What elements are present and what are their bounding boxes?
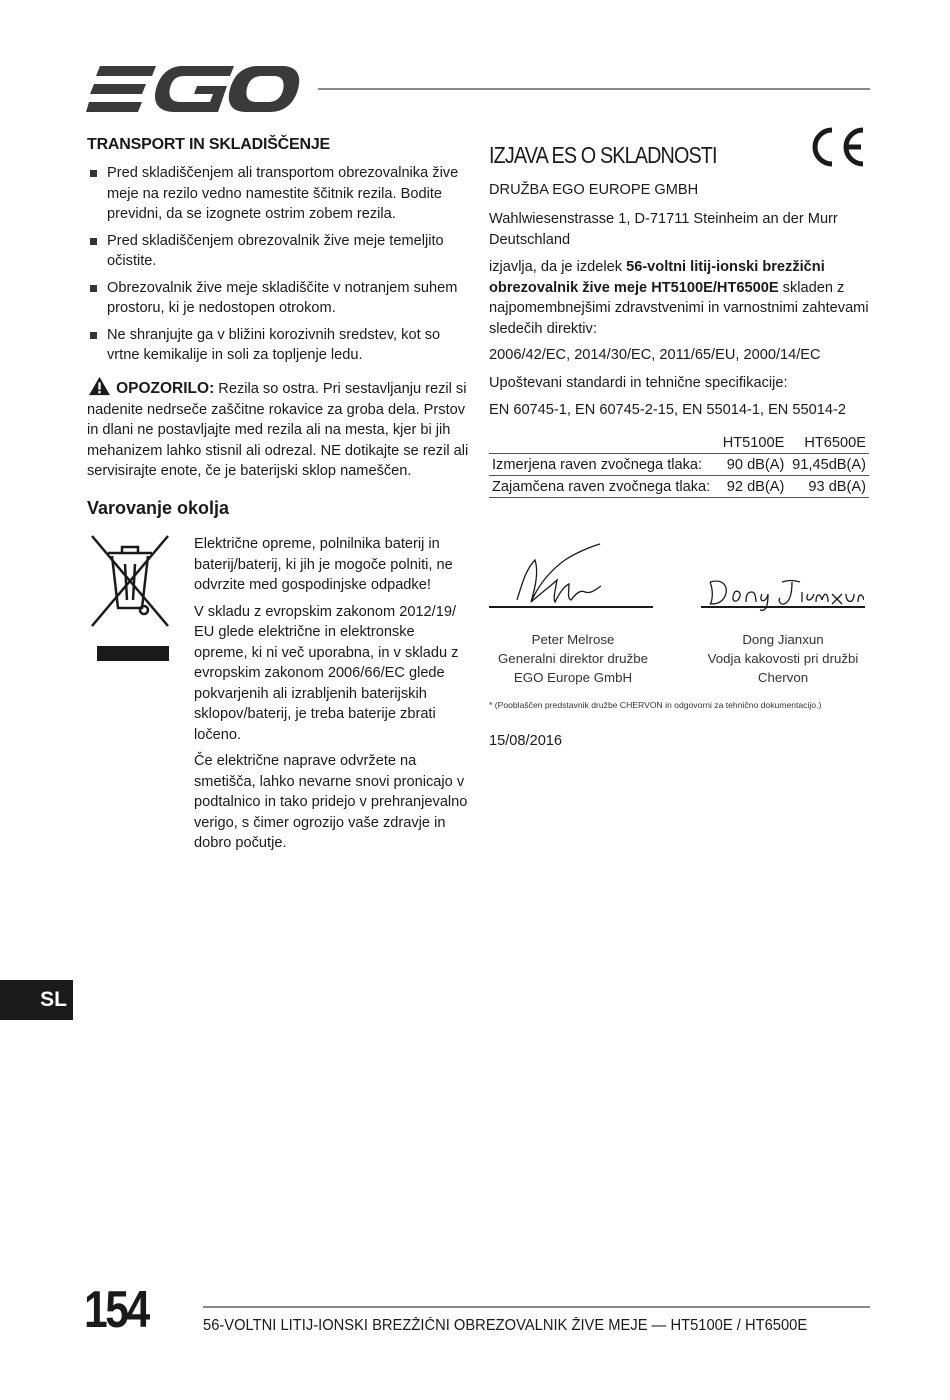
list-item: Pred skladiščenjem ali transportom obrezovalnika žive meje na rezilo vedno namestite ščitnik rezila. Bodite previdni, da se izognete ostrim zobem rezila. <box>87 163 469 225</box>
list-item: Pred skladiščenjem obrezovalnik žive meje temeljito očistite. <box>87 231 469 272</box>
declaration-statement: izjavlja, da je izdelek 56-voltni litij-ionski brezžični obrezovalnik žive meje HT5100E/HT6500E skladen z najpomembnejšimi zdravstvenimi in varnostnimi zahtevami sledečih direktiv: <box>489 259 869 337</box>
page-number: 154 <box>84 1281 148 1339</box>
ego-logo <box>86 64 300 114</box>
warning-text: Rezila so ostra. Pri sestavljanju rezil si nadenite nedrseče zaščitne rokavice za groba dela. Prstov in dlani ne postavljajte med rezila ali na mesta, kjer bi jih mehanizem lahko stisnil ali odrezal. NE dotikajte se rezil ali servisirajte enote, če je baterijski sklop nameščen. <box>87 381 469 479</box>
sound-pressure-table <box>489 432 869 498</box>
address: Wahlwiesenstrasse 1, D-71711 Steinheim an der Murr Deutschland <box>489 211 838 248</box>
bullet-square-icon <box>90 285 97 292</box>
signatory-melrose: Peter Melrose Generalni direktor družbe EGO Europe GmbH <box>497 632 649 685</box>
signature-line <box>701 606 865 608</box>
environment-title: Varovanje okolja <box>87 498 230 518</box>
bullet-square-icon <box>90 170 97 177</box>
crossed-out-wheelie-bin-icon <box>90 534 170 630</box>
environment-text <box>194 534 470 860</box>
standards-label: Upoštevani standardi in tehnične specifikacije: <box>489 375 788 391</box>
product-name: 56-voltni litij-ionski brezžični obrezovalnik žive meje HT5100E/HT6500E <box>489 259 825 296</box>
footnote: * (Pooblaščen predstavnik družbe CHERVON in odgovorni za tehnično dokumentacijo.) <box>489 700 822 710</box>
signature-line <box>489 606 653 608</box>
environment-paragraph: Če električne naprave odvržete na smetišča, lahko nevarne snovi pronicajo v podtalnico in tako pridejo v prehranjevalno verigo, s čimer ogrozijo vaše zdravje in dobro počutje. <box>194 753 468 851</box>
header-rule <box>318 88 870 90</box>
footer-title: 56-VOLTNI LITIJ-IONSKI BREZŽIČNI OBREZOVALNIK ŽIVE MEJE — HT5100E / HT6500E <box>203 1317 808 1334</box>
table-row: Zajamčena raven zvočnega tlaka: 92 dB(A) 93 dB(A) <box>489 476 869 498</box>
warning-block <box>87 376 469 482</box>
warning-label: OPOZORILO: <box>116 380 215 397</box>
bullet-square-icon <box>90 332 97 339</box>
column-header: HT5100E <box>718 432 787 454</box>
environment-paragraph: Električne opreme, polnilnika baterij in baterij/baterij, ki jih je mogoče polniti, ne odvrzite med gospodinjske odpadke! <box>194 536 453 593</box>
declaration-title: IZJAVA ES O SKLADNOSTI <box>489 142 717 168</box>
list-item: Ne shranjujte ga v bližini korozivnih sredstev, kot so vrtne kemikalije in soli za topljenje ledu. <box>87 325 469 366</box>
ce-mark-icon <box>806 126 866 168</box>
table-header-row <box>489 432 869 454</box>
company-name: DRUŽBA EGO EUROPE GMBH <box>489 182 699 198</box>
bullet-square-icon <box>90 238 97 245</box>
standards: EN 60745-1, EN 60745-2-15, EN 55014-1, EN 55014-2 <box>489 402 846 418</box>
directives: 2006/42/EC, 2014/30/EC, 2011/65/EU, 2000/14/EC <box>489 347 821 363</box>
signature-melrose <box>505 540 615 610</box>
transport-list <box>87 163 469 372</box>
footer-rule <box>203 1306 870 1308</box>
column-header: HT6500E <box>787 432 869 454</box>
table-row: Izmerjena raven zvočnega tlaka: 90 dB(A) 91,45dB(A) <box>489 454 869 476</box>
language-tab: SL <box>0 980 73 1020</box>
list-item: Obrezovalnik žive meje skladiščite v notranjem suhem prostoru, ki je nedostopen otrokom. <box>87 278 469 319</box>
transport-title: TRANSPORT IN SKLADIŠČENJE <box>87 136 331 153</box>
weee-bar <box>97 646 169 661</box>
declaration-date: 15/08/2016 <box>489 733 563 749</box>
signatory-jianxun: Dong Jianxun Vodja kakovosti pri družbi Chervon <box>707 632 859 685</box>
environment-paragraph: V skladu z evropskim zakonom 2012/19/ EU glede električne in elektronske opreme, ki ni več uporabna, in v skladu z evropskim zakonom 2006/66/EC glede pokvarjenih ali izrabljenih baterijskih sklopov/baterij, je treba baterije zbrati ločeno. <box>194 603 459 743</box>
warning-triangle-icon <box>87 376 112 396</box>
